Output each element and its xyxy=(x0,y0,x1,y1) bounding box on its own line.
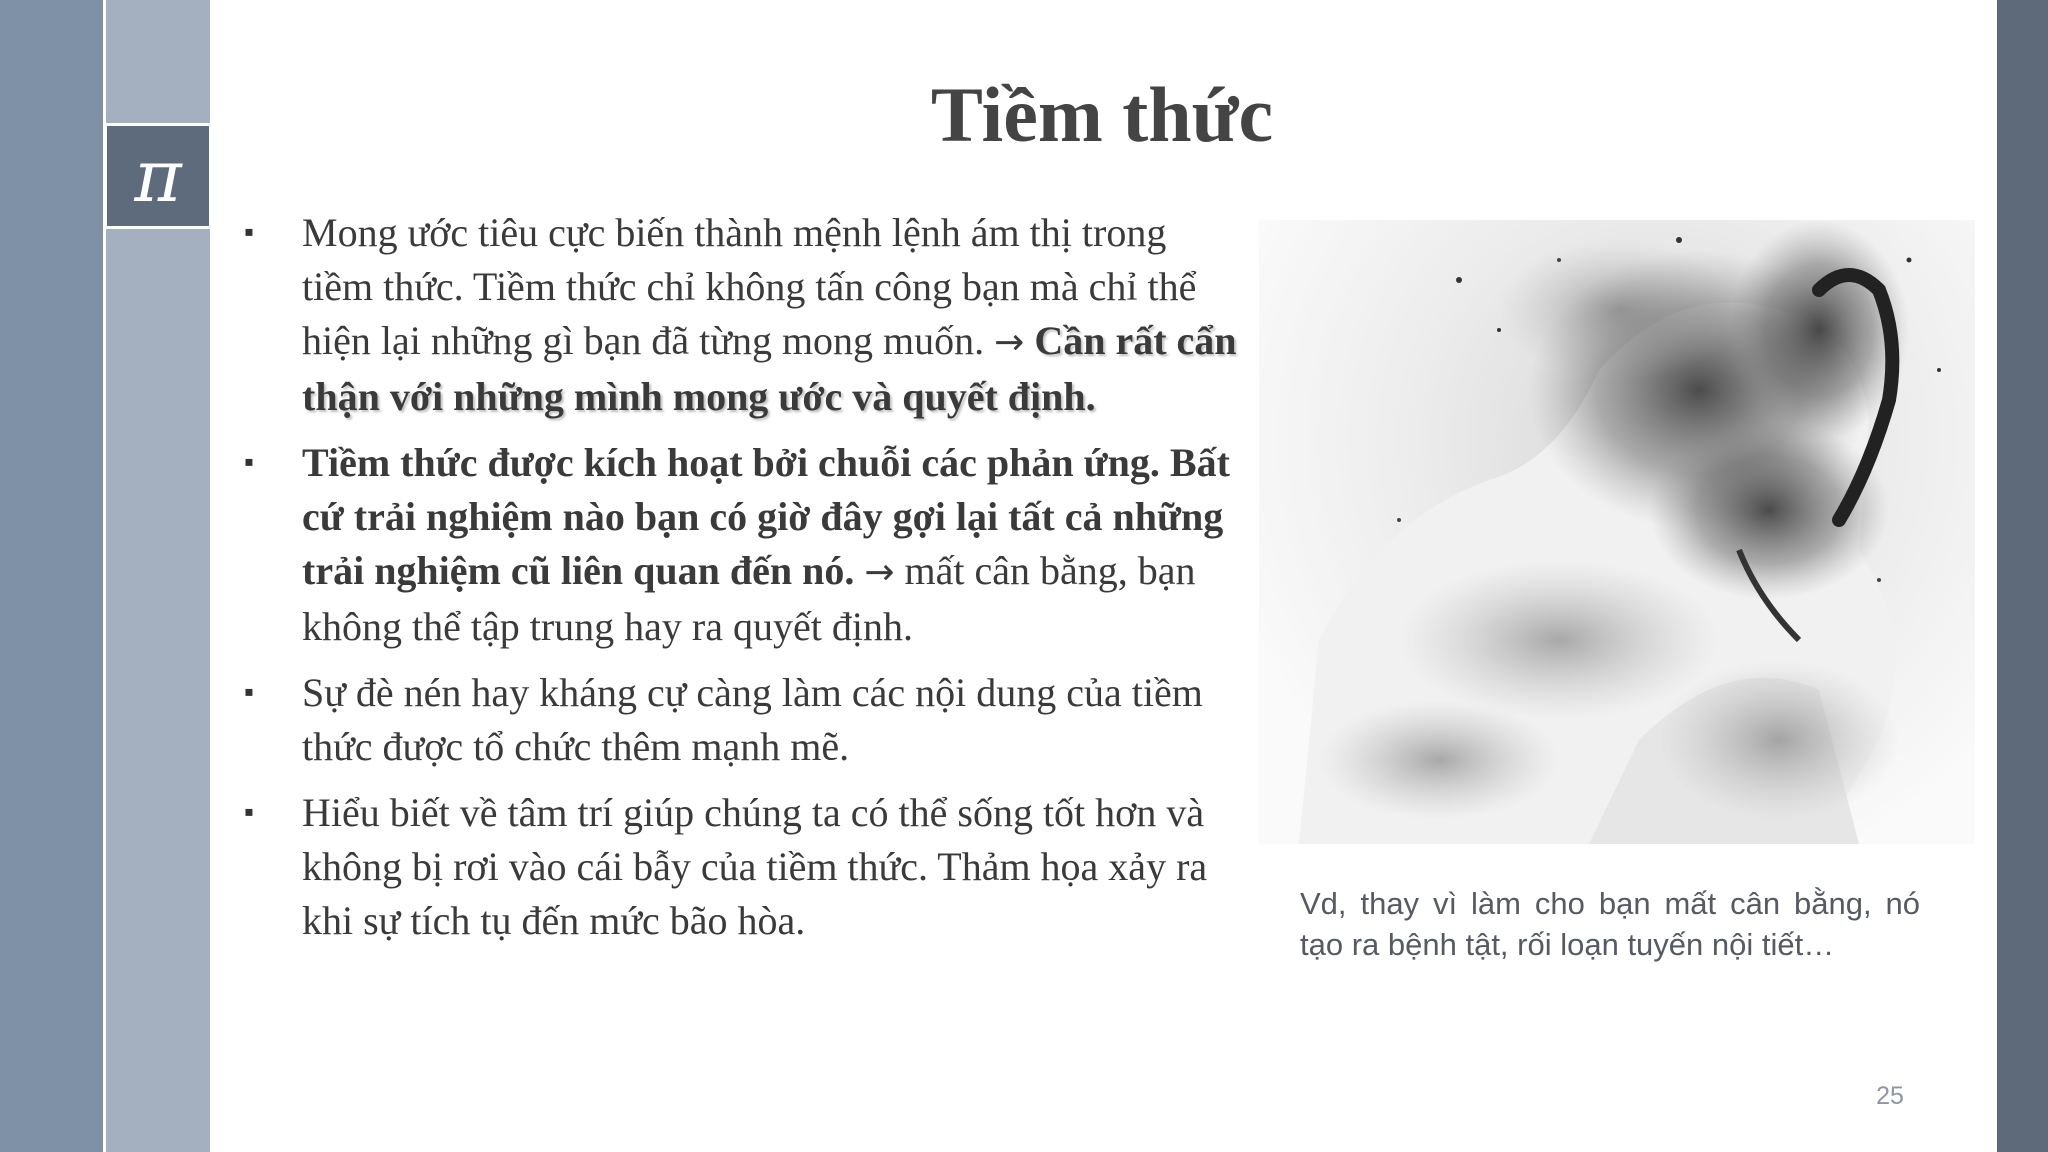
bullet-item-1 xyxy=(240,206,1240,424)
smoke-silhouette-illustration xyxy=(1259,220,1975,844)
bullet-marker-icon: ▪ xyxy=(244,217,254,248)
right-decor-band xyxy=(1997,0,2048,1152)
pi-logo-icon xyxy=(104,123,212,229)
bullet-marker-icon: ▪ xyxy=(244,797,254,828)
bullet-list xyxy=(240,206,1240,960)
page-number: 25 xyxy=(1876,1082,1904,1110)
pi-symbol: π xyxy=(134,134,182,218)
arrow-right-icon: → xyxy=(994,322,1025,363)
bullet-marker-icon: ▪ xyxy=(244,677,254,708)
bullet-text: Mong ước tiêu cực biến thành mệnh lệnh ám thị trong tiềm thức. Tiềm thức chỉ không tấn công bạn mà chỉ thể hiện lại những gì bạn đã từng mong muốn. xyxy=(302,210,1197,363)
bullet-item-3 xyxy=(240,666,1240,774)
bullet-item-2 xyxy=(240,436,1240,654)
bullet-text: mất cân bằng, bạn không thể tập trung hay ra quyết định. xyxy=(302,548,1196,649)
bullet-item-4 xyxy=(240,786,1240,948)
arrow-right-icon: → xyxy=(864,552,895,593)
bullet-text: Hiểu biết về tâm trí giúp chúng ta có thể sống tốt hơn và không bị rơi vào cái bẫy của tiềm thức. Thảm họa xảy ra khi sự tích tụ đến mức bão hòa. xyxy=(302,790,1208,943)
bullet-emphasis: Cần rất cẩn thận với những mình mong ước và quyết định. xyxy=(302,318,1237,419)
slide-title: Tiềm thức xyxy=(930,71,1274,158)
image-caption: Vd, thay vì làm cho bạn mất cân bằng, nó tạo ra bệnh tật, rối loạn tuyến nội tiết… xyxy=(1300,886,1920,962)
distressed-woman-smoke-image xyxy=(1259,220,1975,844)
bullet-emphasis: Tiềm thức được kích hoạt bởi chuỗi các phản ứng. Bất cứ trải nghiệm nào bạn có giờ đây gợi lại tất cả những trải nghiệm cũ liên quan đến nó. xyxy=(302,440,1230,593)
left-decor-band xyxy=(0,0,103,1152)
bullet-marker-icon: ▪ xyxy=(244,447,254,478)
bullet-text: Sự đè nén hay kháng cự càng làm các nội dung của tiềm thức được tổ chức thêm mạnh mẽ. xyxy=(302,670,1203,769)
